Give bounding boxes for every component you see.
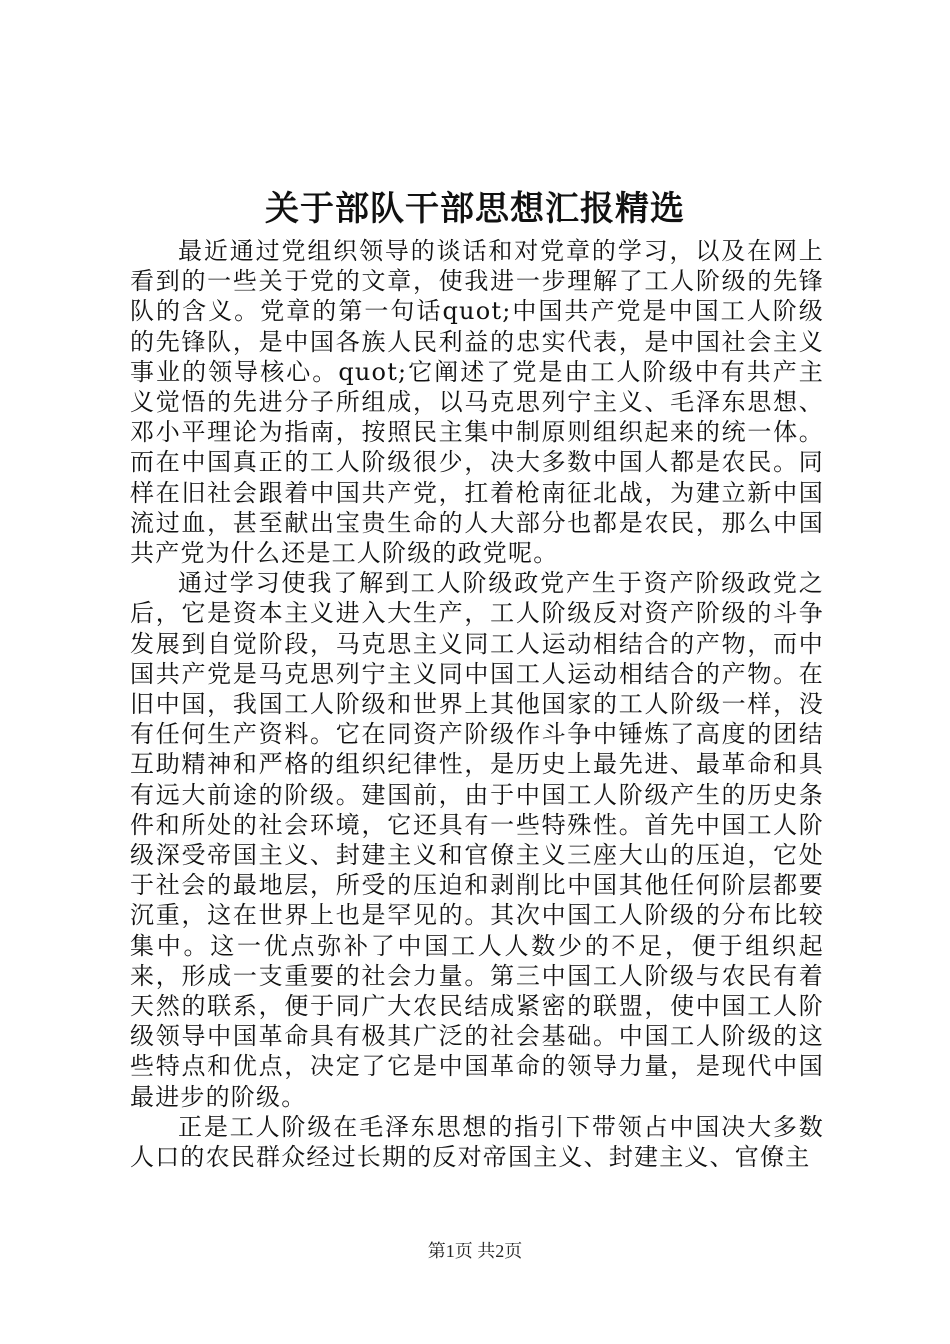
page-footer: 第1页 共2页	[427, 1241, 523, 1261]
paragraph: 通过学习使我了解到工人阶级政党产生于资产阶级政党之后，它是资本主义进入大生产，工人阶级反对资产阶级的斗争发展到自觉阶段，马克思主义同工人运动相结合的产物，而中国共产党是马克思列宁主义同中国工人运动相结合的产物。在旧中国，我国工人阶级和世界上其他国家的工人阶级一样，没有任何生产资料。它在同资产阶级作斗争中锤炼了高度的团结互助精神和严格的组织纪律性，是历史上最先进、最革命和具有远大前途的阶级。建国前，由于中国工人阶级产生的历史条件和所处的社会环境，它还具有一些特殊性。首先中国工人阶级深受帝国主义、封建主义和官僚主义三座大山的压迫，它处于社会的最地层，所受的压迫和剥削比中国其他任何阶层都要沉重，这在世界上也是罕见的。其次中国工人阶级的分布比较集中。这一优点弥补了中国工人人数少的不足，便于组织起来，形成一支重要的社会力量。第三中国工人阶级与农民有着天然的联系，便于同广大农民结成紧密的联盟，使中国工人阶级领导中国革命具有极其广泛的社会基础。中国工人阶级的这些特点和优点，决定了它是中国革命的领导力量，是现代中国最进步的阶级。	[130, 569, 824, 1111]
document-body	[130, 236, 824, 1172]
paragraph: 正是工人阶级在毛泽东思想的指引下带领占中国决大多数人口的农民群众经过长期的反对帝国主义、封建主义、官僚主	[130, 1112, 824, 1172]
document-title: 关于部队干部思想汇报精选	[265, 189, 685, 229]
paragraph: 最近通过党组织领导的谈话和对党章的学习，以及在网上看到的一些关于党的文章，使我进一步理解了工人阶级的先锋队的含义。党章的第一句话quot;中国共产党是中国工人阶级的先锋队，是中国各族人民利益的忠实代表，是中国社会主义事业的领导核心。quot;它阐述了党是由工人阶级中有共产主义觉悟的先进分子所组成，以马克思列宁主义、毛泽东思想、邓小平理论为指南，按照民主集中制原则组织起来的统一体。而在中国真正的工人阶级很少，决大多数中国人都是农民。同样在旧社会跟着中国共产党，扛着枪南征北战，为建立新中国流过血，甚至献出宝贵生命的人大部分也都是农民，那么中国共产党为什么还是工人阶级的政党呢。	[130, 237, 824, 568]
